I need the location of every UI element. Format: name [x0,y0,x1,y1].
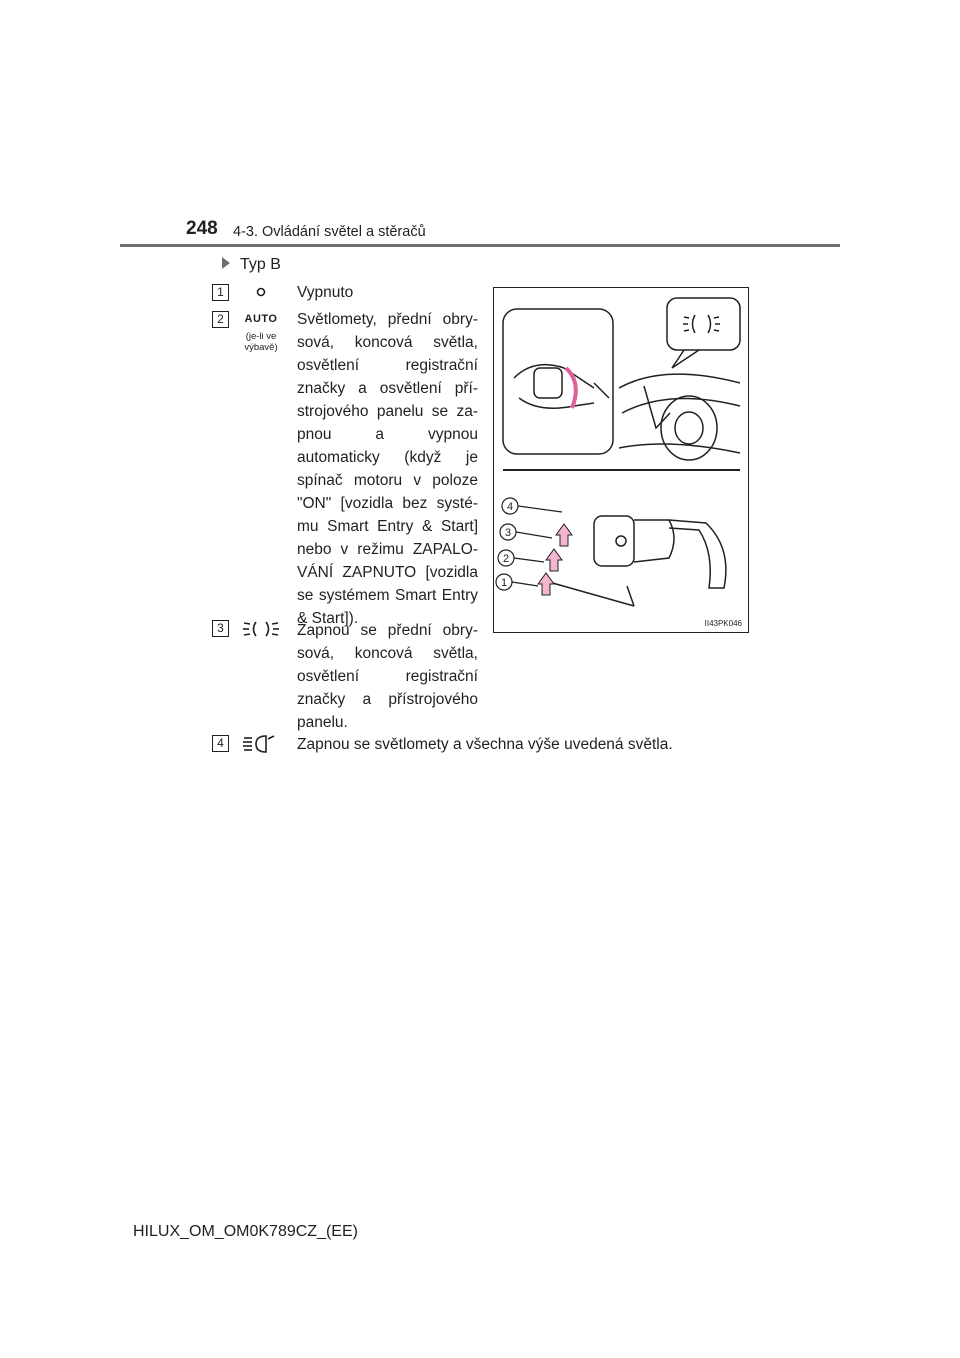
item-text-1: Vypnuto [297,284,354,301]
off-circle-icon [236,284,286,305]
type-label: Typ B [222,256,281,274]
light-switch-figure [493,287,749,633]
item-number-3: 3 [212,620,229,637]
item-text-3: Zapnou se přední obrysová, koncová světla, osvětlení registrační značky a přístrojového panelu. [297,622,478,731]
page-number: 248 [186,218,218,239]
item-number-4: 4 [212,735,229,752]
item-text-4: Zapnou se světlomety a všechna výše uvedená světla. [297,736,673,753]
auto-icon: AUTO [244,313,278,325]
callout-1: 1 [500,577,508,589]
item-text-2: Světlomety, přední obrysová, koncová světla, osvětlení registrační značky a osvětlení přístrojového panelu se zapnou a vypnou automaticky (když je spínač motoru v poloze "ON" [vozidla bez systému Smart Entry & Start] nebo v režimu ZAPALOVÁNÍ ZAPNUTO [vozidla se systémem Smart Entry & Start]). [297,311,478,627]
callout-4: 4 [506,501,514,513]
headlight-icon [236,733,286,760]
parking-lights-icon [236,618,286,645]
header-rule [120,244,840,247]
item-number-1: 1 [212,284,229,301]
footer-doc-code: HILUX_OM_OM0K789CZ_(EE) [133,1223,358,1240]
equipment-note: (je-li ve výbavě) [244,331,278,353]
section-title: 4-3. Ovládání světel a stěračů [233,224,426,240]
triangle-marker-icon [222,257,230,269]
item-number-2: 2 [212,311,229,328]
figure-code: II43PK046 [704,619,742,628]
callout-3: 3 [504,527,512,539]
auto-position-label [236,313,286,353]
callout-2: 2 [502,553,510,565]
